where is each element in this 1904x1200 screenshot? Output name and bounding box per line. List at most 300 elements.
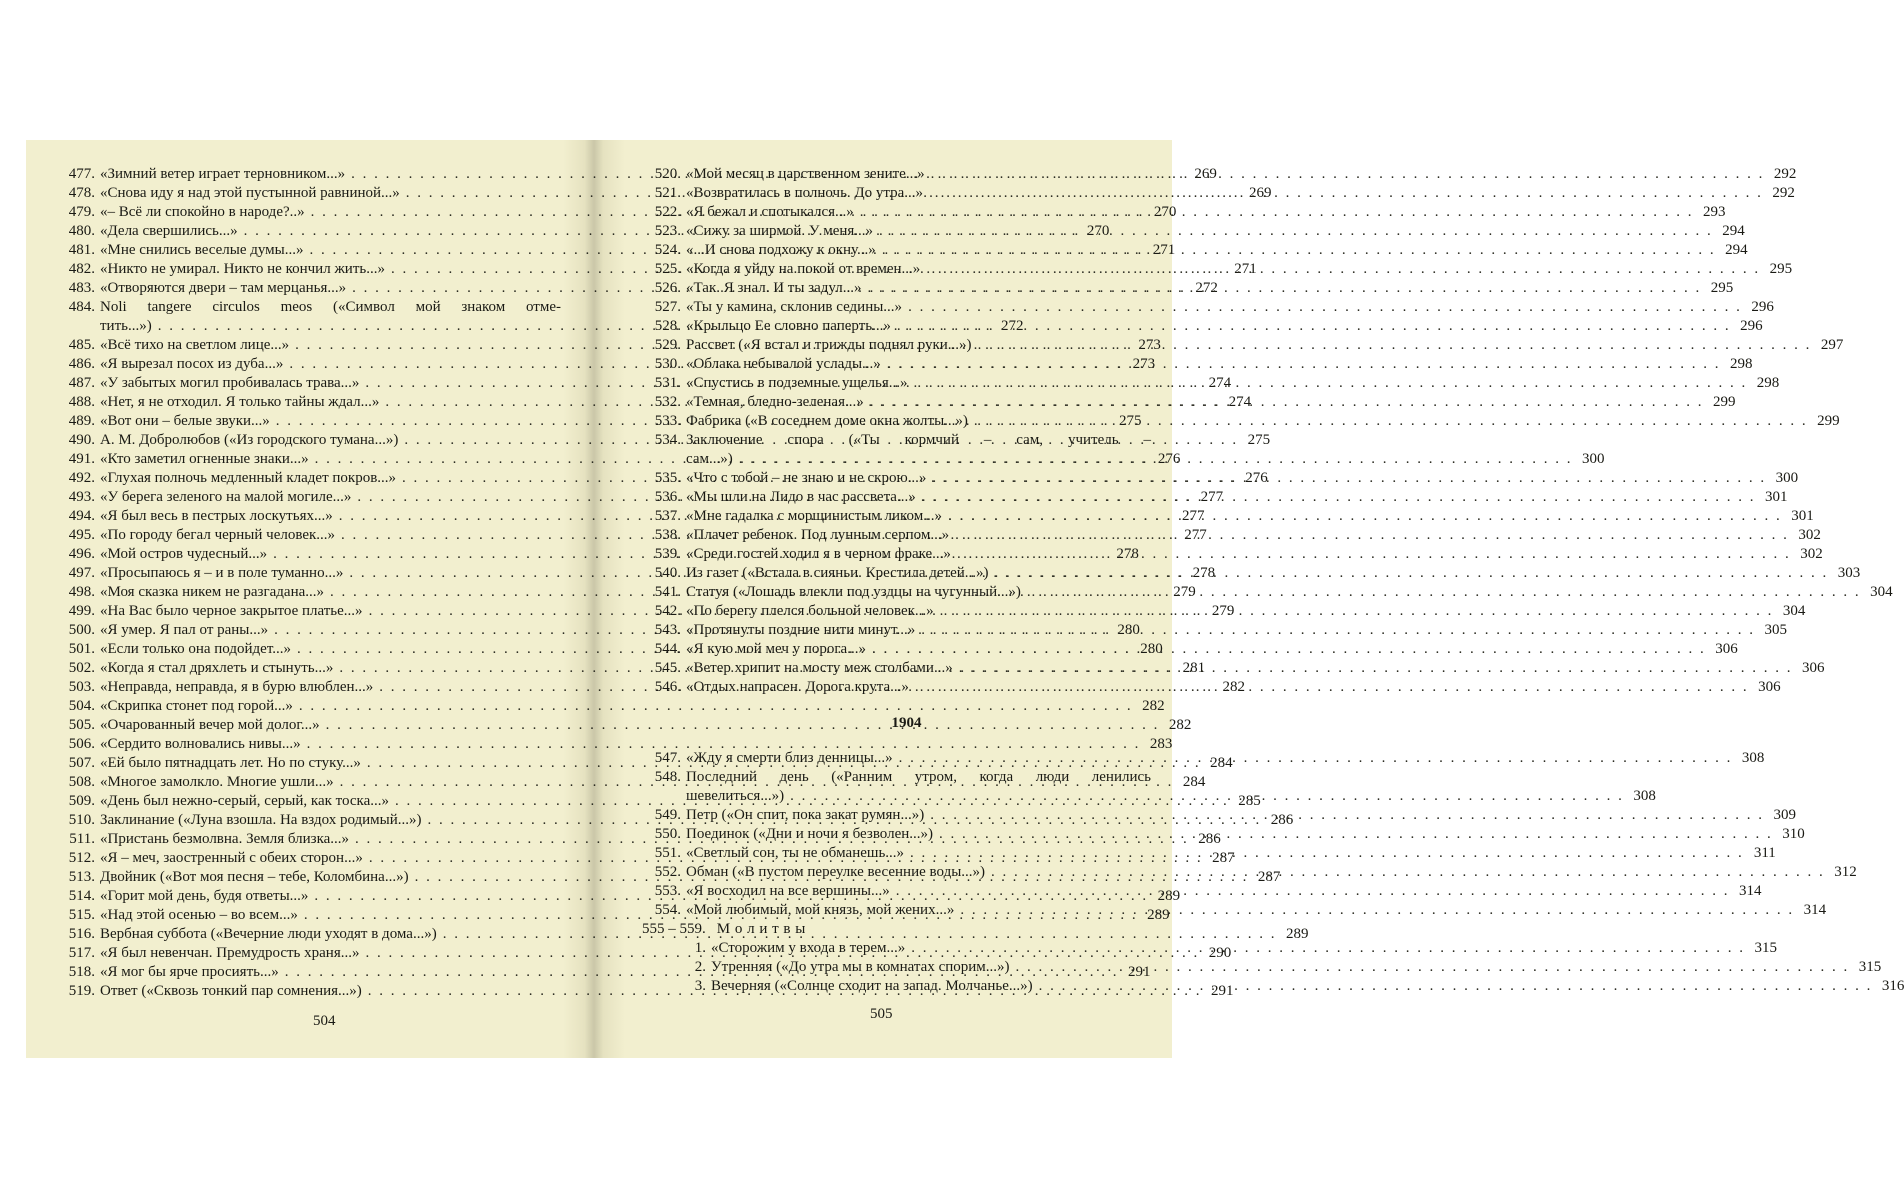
toc-entry-number: 512. <box>68 850 95 866</box>
toc-entry-title: «Что с тобой – не знаю и не скрою...» <box>686 470 927 486</box>
toc-entry-number: 517. <box>68 945 95 961</box>
toc-entry-page: 312 <box>1834 864 1857 880</box>
toc-entry-number: 546. <box>654 679 681 695</box>
dot-leader <box>909 678 1747 697</box>
toc-entry-number: 528. <box>654 318 681 334</box>
toc-entry-page: 303 <box>1837 565 1861 581</box>
dot-leader <box>1033 977 1871 996</box>
toc-entry <box>642 298 1774 317</box>
toc-entry-title: «Спустись в подземные ущелья...» <box>686 375 908 391</box>
toc-entry-title: «Протянуты поздние нити минут...» <box>686 622 916 638</box>
dot-leader <box>1010 958 1848 977</box>
toc-entry-page: 309 <box>1773 807 1796 823</box>
toc-entry-title: «Светлый сон, ты не обманешь...» <box>686 845 905 861</box>
dot-leader <box>908 374 1746 393</box>
toc-entry-page: 295 <box>1710 280 1734 296</box>
toc-entry-page: 300 <box>1775 470 1799 486</box>
toc-entry-title: «Кто заметил огненные знаки...» <box>100 451 309 467</box>
toc-entry-number: 496. <box>68 546 95 562</box>
toc-entry-number: 543. <box>654 622 681 638</box>
toc-entry-page: 273 <box>1138 337 1161 353</box>
toc-entry-title: «Мой любимый, мой князь, мой жених...» <box>686 902 955 918</box>
toc-entry-number: 520. <box>654 166 681 182</box>
toc-entry-number: 513. <box>68 869 95 885</box>
toc-entry-page: 281 <box>1182 660 1206 676</box>
toc-entry-number: 495. <box>68 527 95 543</box>
dot-leader <box>854 203 1692 222</box>
dot-leader <box>942 507 1780 526</box>
dot-leader <box>733 450 1571 469</box>
toc-entry-number: 504. <box>68 698 95 714</box>
toc-entry-title: «Я кую мой меч у порога...» <box>686 641 866 657</box>
toc-entry-title: «Мне снились веселые думы...» <box>100 242 304 258</box>
dot-leader <box>784 787 1622 806</box>
toc-entry-page: 294 <box>1722 223 1745 239</box>
toc-entry-title: Утренняя («До утра мы в комнатах спорим...») <box>711 959 1010 975</box>
toc-entry-number: 538. <box>654 527 681 543</box>
toc-entry-title: А. М. Добролюбов («Из городского тумана...») <box>100 432 399 448</box>
toc-entry-number: 541. <box>654 584 681 600</box>
dot-leader <box>861 279 1699 298</box>
toc-entry-page: 274 <box>1228 394 1252 410</box>
toc-entry-title: «Я вырезал посох из дуба...» <box>100 356 284 372</box>
toc-entry-number: 519. <box>68 983 95 999</box>
toc-entry-number: 2. <box>694 959 706 975</box>
toc-entry-page: 311 <box>1753 845 1776 861</box>
toc-entry-number: 529. <box>654 337 681 353</box>
toc-entry-title: «По берегу плелся больной человек...» <box>686 603 934 619</box>
dot-leader <box>915 621 1753 640</box>
toc-entry-title: «Когда я уйду на покой от времен...» <box>686 261 921 277</box>
toc-entry-page: 269 <box>1194 166 1217 182</box>
toc-entry-number: 502. <box>68 660 95 676</box>
toc-subentry <box>642 958 1882 977</box>
toc-entry-number: 545. <box>654 660 681 676</box>
toc-entry-page: 280 <box>1117 622 1140 638</box>
toc-entry-title: «Зимний ветер играет терновником...» <box>100 166 346 182</box>
toc-entry-number: 488. <box>68 394 95 410</box>
toc-entry-page: 287 <box>1212 850 1235 866</box>
dot-leader <box>951 545 1789 564</box>
toc-entry-page: 299 <box>1817 413 1840 429</box>
toc-entry-number: 482. <box>68 261 95 277</box>
toc-entry-title: «– Всё ли спокойно в народе?..» <box>100 204 305 220</box>
toc-entry-page: 284 <box>1210 755 1233 771</box>
toc-entry-title: «Нет, я не отходил. Я только тайны ждал...» <box>100 394 380 410</box>
year-heading: 1904 <box>891 715 922 731</box>
toc-entry-title: Поединок («Дни и ночи я безволен...») <box>686 826 934 842</box>
toc-entry-number: 509. <box>68 793 95 809</box>
toc-entry-number: 536. <box>654 489 681 505</box>
toc-entry-number: 532. <box>654 394 681 410</box>
toc-entry-title: «Неправда, неправда, я в бурю влюблен...» <box>100 679 374 695</box>
toc-entry-number: 554. <box>654 902 681 918</box>
dot-leader <box>953 659 1791 678</box>
toc-entry-page: 308 <box>1741 750 1765 766</box>
dot-leader <box>905 939 1743 958</box>
toc-entry-page: 278 <box>1116 546 1139 562</box>
dot-leader <box>968 412 1806 431</box>
toc-entry-page: 306 <box>1758 679 1781 695</box>
toc-entry <box>642 621 1787 640</box>
toc-entry-number: 490. <box>68 432 95 448</box>
toc-entry-title: «Я был невенчан. Премудрость храня...» <box>100 945 360 961</box>
toc-entry-number: 483. <box>68 280 95 296</box>
toc-entry-page: 278 <box>1192 565 1216 581</box>
toc-entry-title: Статуя («Лошадь влекли под уздцы на чугунный...») <box>686 584 1021 600</box>
toc-entry-page: 279 <box>1173 584 1196 600</box>
toc-entry-number: 484. <box>68 299 95 315</box>
dot-leader <box>985 863 1823 882</box>
dot-leader <box>916 488 1754 507</box>
toc-entry <box>642 336 1844 355</box>
toc-entry-number: 485. <box>68 337 95 353</box>
toc-entry-number: 501. <box>68 641 95 657</box>
toc-entry-number: 486. <box>68 356 95 372</box>
toc-entry-page: 315 <box>1858 959 1882 975</box>
toc-entry-number: 506. <box>68 736 95 752</box>
dot-leader <box>934 602 1772 621</box>
toc-entry-page: 300 <box>1582 451 1605 467</box>
toc-entry <box>56 697 1165 716</box>
toc-entry-title: «Отворяются двери – там мерцанья...» <box>100 280 347 296</box>
toc-entry-title: «Никто не умирал. Никто не кончил жить...» <box>100 261 385 277</box>
toc-entry <box>642 768 1151 787</box>
toc-entry-page: 293 <box>1703 204 1726 220</box>
toc-group-title: М о л и т в ы <box>716 921 806 937</box>
toc-entry-number: 510. <box>68 812 95 828</box>
toc-entry-number: 497. <box>68 565 95 581</box>
toc-entry-page: 270 <box>1153 204 1177 220</box>
toc-entry-page: 292 <box>1772 185 1795 201</box>
toc-entry-page: 301 <box>1791 508 1814 524</box>
toc-entry-page: 285 <box>1238 793 1261 809</box>
toc-entry-number: 491. <box>68 451 95 467</box>
toc-entry-number: 511. <box>69 831 95 847</box>
toc-entry-page: 274 <box>1208 375 1232 391</box>
toc-entry-page: 286 <box>1198 831 1221 847</box>
toc-entry-title: «Если только она подойдет...» <box>100 641 292 657</box>
toc-entry-page: 314 <box>1738 883 1762 899</box>
toc-entry-number: 516. <box>68 926 95 942</box>
dot-leader <box>926 469 1764 488</box>
toc-entry-title: Вечерняя («Солнце сходит на запад. Молчанье...») <box>711 978 1033 994</box>
toc-entry-number: 521. <box>654 185 681 201</box>
toc-entry-title: «Отдых напрасен. Дорога крута...» <box>686 679 909 695</box>
toc-entry-page: 277 <box>1184 527 1207 543</box>
toc-entry-page: 301 <box>1764 489 1788 505</box>
toc-entry-title: Рассвет («Я встал и трижды поднял руки...») <box>686 337 972 353</box>
toc-entry-number: 525. <box>654 261 681 277</box>
toc-entry-page: 272 <box>1195 280 1218 296</box>
toc-entry <box>642 545 1823 564</box>
toc-entry-title: тить...») <box>100 318 152 334</box>
toc-entry-title: «Снова иду я над этой пустынной равниной...» <box>100 185 400 201</box>
toc-entry-page: 269 <box>1249 185 1272 201</box>
toc-entry <box>642 222 1745 241</box>
toc-entry-title: «У берега зеленого на малой могиле...» <box>100 489 352 505</box>
toc-entry-title: Петр («Он спит, пока закат румян...») <box>686 807 925 823</box>
toc-entry-page: 276 <box>1157 451 1181 467</box>
toc-entry-page: 298 <box>1756 375 1780 391</box>
toc-entry-number: 479. <box>68 204 95 220</box>
toc-entry-page: 290 <box>1208 945 1232 961</box>
dot-leader <box>864 393 1702 412</box>
toc-entry-title: «Так. Я знал. И ты задул...» <box>686 280 862 296</box>
toc-entry-page: 272 <box>1000 318 1024 334</box>
toc-entry-page: 314 <box>1803 902 1827 918</box>
toc-entry-number: 499. <box>68 603 95 619</box>
toc-entry-title: «Мой остров чудесный...» <box>100 546 268 562</box>
toc-entry-number: 542. <box>654 603 681 619</box>
toc-entry-title: Вербная суббота («Вечерние люди уходят в дома...») <box>100 926 437 942</box>
toc-entry-page: 305 <box>1764 622 1787 638</box>
toc-entry-page: 304 <box>1782 603 1806 619</box>
toc-entry-title: «Многое замолкло. Многие ушли...» <box>100 774 334 790</box>
toc-entry-title: «...И снова подхожу к окну...» <box>686 242 876 258</box>
toc-entry-page: 315 <box>1754 940 1777 956</box>
toc-entry-title: «Пристань безмолвна. Земля близка...» <box>100 831 350 847</box>
toc-entry-page: 282 <box>1168 717 1192 733</box>
toc-entry-title: «Темная, бледно-зеленая...» <box>686 394 864 410</box>
toc-entry-page: 275 <box>1119 413 1142 429</box>
toc-entry-title: «Над этой осенью – во всем...» <box>100 907 298 923</box>
dot-leader <box>925 165 1763 184</box>
dot-leader <box>876 241 1714 260</box>
dot-leader <box>873 222 1711 241</box>
toc-entry <box>56 735 1173 754</box>
toc-entry-page: 283 <box>1149 736 1173 752</box>
toc-entry-page: 286 <box>1270 812 1294 828</box>
toc-entry-title: «Мой месяц в царственном зените...» <box>686 166 925 182</box>
toc-entry-title: Заклинание («Луна взошла. На вздох родимый...») <box>100 812 422 828</box>
toc-entry-number: 527. <box>654 299 681 315</box>
toc-entry-page: 299 <box>1713 394 1736 410</box>
toc-entry-page: 306 <box>1801 660 1825 676</box>
toc-entry-title: шевелиться...») <box>686 788 785 804</box>
toc-entry <box>642 355 1753 374</box>
toc-entry-page: 287 <box>1257 869 1281 885</box>
dot-leader <box>893 749 1731 768</box>
toc-entry-number: 493. <box>68 489 95 505</box>
toc-entry <box>56 298 561 317</box>
toc-entry-page: 280 <box>1140 641 1163 657</box>
toc-entry-number: 531. <box>654 375 681 391</box>
toc-entry-number: 522. <box>654 204 681 220</box>
toc-entry-number: 540. <box>654 565 681 581</box>
toc-entry-page: 306 <box>1715 641 1738 657</box>
toc-entry-page: 295 <box>1769 261 1793 277</box>
toc-entry-number: 523. <box>654 223 681 239</box>
toc-entry-page: 282 <box>1222 679 1246 695</box>
toc-entry-title: «Я восходил на все вершины...» <box>686 883 890 899</box>
toc-entry-number: 507. <box>68 755 95 771</box>
toc-entry-title: «Глухая полночь медленный кладет покров...» <box>100 470 397 486</box>
dot-leader <box>989 564 1827 583</box>
toc-entry-number: 524. <box>654 242 681 258</box>
toc-entry-page: 277 <box>1181 508 1205 524</box>
toc-entry-number: 500. <box>68 622 95 638</box>
toc-entry-number: 514. <box>68 888 95 904</box>
toc-entry <box>642 317 1763 336</box>
toc-entry-title: «Мы шли на Лидо в час рассвета...» <box>686 489 916 505</box>
toc-entry-number: 1. <box>694 940 706 956</box>
toc-entry-page: 270 <box>1086 223 1110 239</box>
toc-entry-page: 302 <box>1800 546 1823 562</box>
toc-entry-title: «Я был весь в пестрых лоскутьях...» <box>100 508 333 524</box>
toc-entry-title: «Я умер. Я пал от раны...» <box>100 622 269 638</box>
toc-entry-title: «Облака небывалой услады...» <box>686 356 881 372</box>
toc-entry-page: 298 <box>1730 356 1753 372</box>
toc-entry-title: «Очарованный вечер мой долог...» <box>100 717 320 733</box>
toc-entry-page: 289 <box>1157 888 1181 904</box>
toc-entry-title: «Возвратилась в полночь. До утра...» <box>686 185 924 201</box>
toc-entry-page: 296 <box>1751 299 1774 315</box>
toc-entry-number: 515. <box>68 907 95 923</box>
toc-entry-page: 271 <box>1234 261 1257 277</box>
dot-leader <box>891 317 1729 336</box>
dot-leader <box>904 844 1742 863</box>
toc-entry-number: 550. <box>654 826 681 842</box>
toc-entry-page: 275 <box>1247 432 1271 448</box>
toc-entry-number: 498. <box>68 584 95 600</box>
dot-leader <box>866 640 1704 659</box>
toc-entry-number: 530. <box>654 356 681 372</box>
toc-entry-number: 526. <box>654 280 681 296</box>
dot-leader <box>924 806 1762 825</box>
toc-entry-page: 284 <box>1182 774 1206 790</box>
toc-entry-page: 296 <box>1740 318 1763 334</box>
toc-entry-number: 553. <box>654 883 681 899</box>
toc-entry-title: Заключение спора («Ты кормчий – сам, учитель – <box>686 432 1151 448</box>
toc-entry-number: 481. <box>68 242 95 258</box>
toc-entry-title: Noli tangere circulos meos («Символ мой знаком отме- <box>100 299 561 315</box>
toc-entry-number: 518. <box>68 964 95 980</box>
toc-entry-number: 547. <box>654 750 681 766</box>
page-number-left: 504 <box>313 1013 336 1029</box>
toc-entry-title: «Я – меч, заостренный с обеих сторон...» <box>100 850 363 866</box>
dot-leader <box>949 526 1787 545</box>
toc-entry-number: 503. <box>68 679 95 695</box>
toc-entry-page: 302 <box>1798 527 1821 543</box>
toc-entry-page: 316 <box>1881 978 1904 994</box>
toc-entry-number: 552. <box>654 864 681 880</box>
toc-entry-title: Фабрика («В соседнем доме окна жолты...») <box>686 413 968 429</box>
toc-entry-title: Ответ («Сквозь тонкий пар сомнения...») <box>100 983 362 999</box>
toc-entry-title: «Вот они – белые звуки...» <box>100 413 270 429</box>
toc-entry-title: «Сижу за ширмой. У меня...» <box>686 223 874 239</box>
dot-leader <box>1021 583 1859 602</box>
toc-entry-page: 310 <box>1782 826 1805 842</box>
toc-entry-page: 273 <box>1132 356 1156 372</box>
toc-entry-title: «Жду я смерти близ денницы...» <box>686 750 893 766</box>
toc-entry-title: «Ей было пятнадцать лет. Но по стуку...» <box>100 755 361 771</box>
dot-leader <box>881 355 1719 374</box>
toc-entry-number: 508. <box>68 774 95 790</box>
toc-entry-number: 534. <box>654 432 681 448</box>
toc-entry-number: 489. <box>68 413 95 429</box>
page-number-right: 505 <box>870 1006 893 1022</box>
toc-entry-number: 478. <box>68 185 95 201</box>
toc-entry-page: 277 <box>1200 489 1224 505</box>
toc-entry-page: 292 <box>1773 166 1797 182</box>
dot-leader <box>923 184 1761 203</box>
dot-leader <box>902 298 1740 317</box>
toc-entry-title: «Моя сказка никем не разгадана...» <box>100 584 325 600</box>
toc-entry-title: «Я мог бы ярче просиять...» <box>100 964 279 980</box>
toc-entry-title: Обман («В пустом переулке весенние воды...») <box>686 864 986 880</box>
toc-entry-number: 480. <box>68 223 95 239</box>
toc-entry-title: «Сторожим у входа в терем...» <box>711 940 906 956</box>
toc-entry-number: 533. <box>654 413 681 429</box>
toc-entry-title: «По городу бегал черный человек...» <box>100 527 336 543</box>
toc-entry-number: 492. <box>68 470 95 486</box>
toc-group-number: 555 – 559. <box>642 921 706 937</box>
toc-entry-page: 291 <box>1127 964 1151 980</box>
toc-entry-number: 3. <box>694 978 706 994</box>
toc-entry-page: 289 <box>1285 926 1309 942</box>
toc-entry-number: 539. <box>654 546 681 562</box>
toc-entry-page: 282 <box>1142 698 1165 714</box>
toc-entry-title: «День был нежно-серый, серый, как тоска...» <box>100 793 390 809</box>
toc-entry-page: 294 <box>1725 242 1748 258</box>
toc-group-row <box>642 920 1151 939</box>
toc-entry-number: 551. <box>654 845 681 861</box>
toc-entry-title: «Среди гостей ходил я в черном фраке...» <box>686 546 951 562</box>
book-spread <box>26 140 1904 1058</box>
toc-entry-number: 505. <box>68 717 95 733</box>
toc-entry-page: 297 <box>1820 337 1844 353</box>
toc-entry-page: 291 <box>1211 983 1234 999</box>
dot-leader <box>954 901 1792 920</box>
toc-entry-title: «Горит мой день, будя ответы...» <box>100 888 309 904</box>
toc-entry-number: 487. <box>68 375 95 391</box>
toc-entry-title: «Всё тихо на светлом лице...» <box>100 337 290 353</box>
toc-entry-title: «Скрипка стонет под горой...» <box>100 698 293 714</box>
toc-entry-title: Из газет («Встала в сияньи. Крестила детей...») <box>686 565 989 581</box>
toc-entry-title: Двойник («Вот моя песня – тебе, Коломбина...») <box>100 869 409 885</box>
toc-entry-number: 537. <box>654 508 681 524</box>
toc-entry-title: «Ты у камина, склонив седины...» <box>686 299 903 315</box>
dot-leader <box>972 336 1810 355</box>
toc-entry-title: сам...») <box>686 451 733 467</box>
toc-entry-page: 304 <box>1870 584 1893 600</box>
toc-entry-page: 271 <box>1152 242 1176 258</box>
dot-leader <box>933 825 1771 844</box>
toc-entry-number: 535. <box>654 470 681 486</box>
dot-leader <box>890 882 1728 901</box>
toc-entry-title: «Крыльцо Ее словно паперть...» <box>686 318 891 334</box>
toc-entry-title: «У забытых могил пробивалась трава...» <box>100 375 360 391</box>
toc-entry-number: 544. <box>654 641 681 657</box>
toc-entry-page: 289 <box>1147 907 1170 923</box>
toc-entry-number: 549. <box>654 807 681 823</box>
toc-entry-title: «Сердито волновались нивы...» <box>100 736 301 752</box>
toc-entry-title: «На Вас было черное закрытое платье...» <box>100 603 363 619</box>
toc-entry-number: 494. <box>68 508 95 524</box>
toc-entry-page: 276 <box>1245 470 1268 486</box>
toc-entry-page: 308 <box>1633 788 1656 804</box>
toc-entry-title: «Мне гадалка с морщинистым ликом...» <box>686 508 943 524</box>
dot-leader <box>920 260 1758 279</box>
toc-entry <box>642 431 1151 450</box>
toc-entry-title: «Я бежал и спотыкался...» <box>686 204 854 220</box>
toc-entry-title: «Плачет ребенок. Под лунным серпом...» <box>686 527 950 543</box>
toc-entry-title: «Просыпаюсь я – и в поле туманно...» <box>100 565 344 581</box>
toc-entry-title: Последний день («Ранним утром, когда люди ленились <box>686 769 1151 785</box>
toc-entry-title: «Когда я стал дряхлеть и стынуть...» <box>100 660 334 676</box>
toc-entry-page: 279 <box>1211 603 1235 619</box>
